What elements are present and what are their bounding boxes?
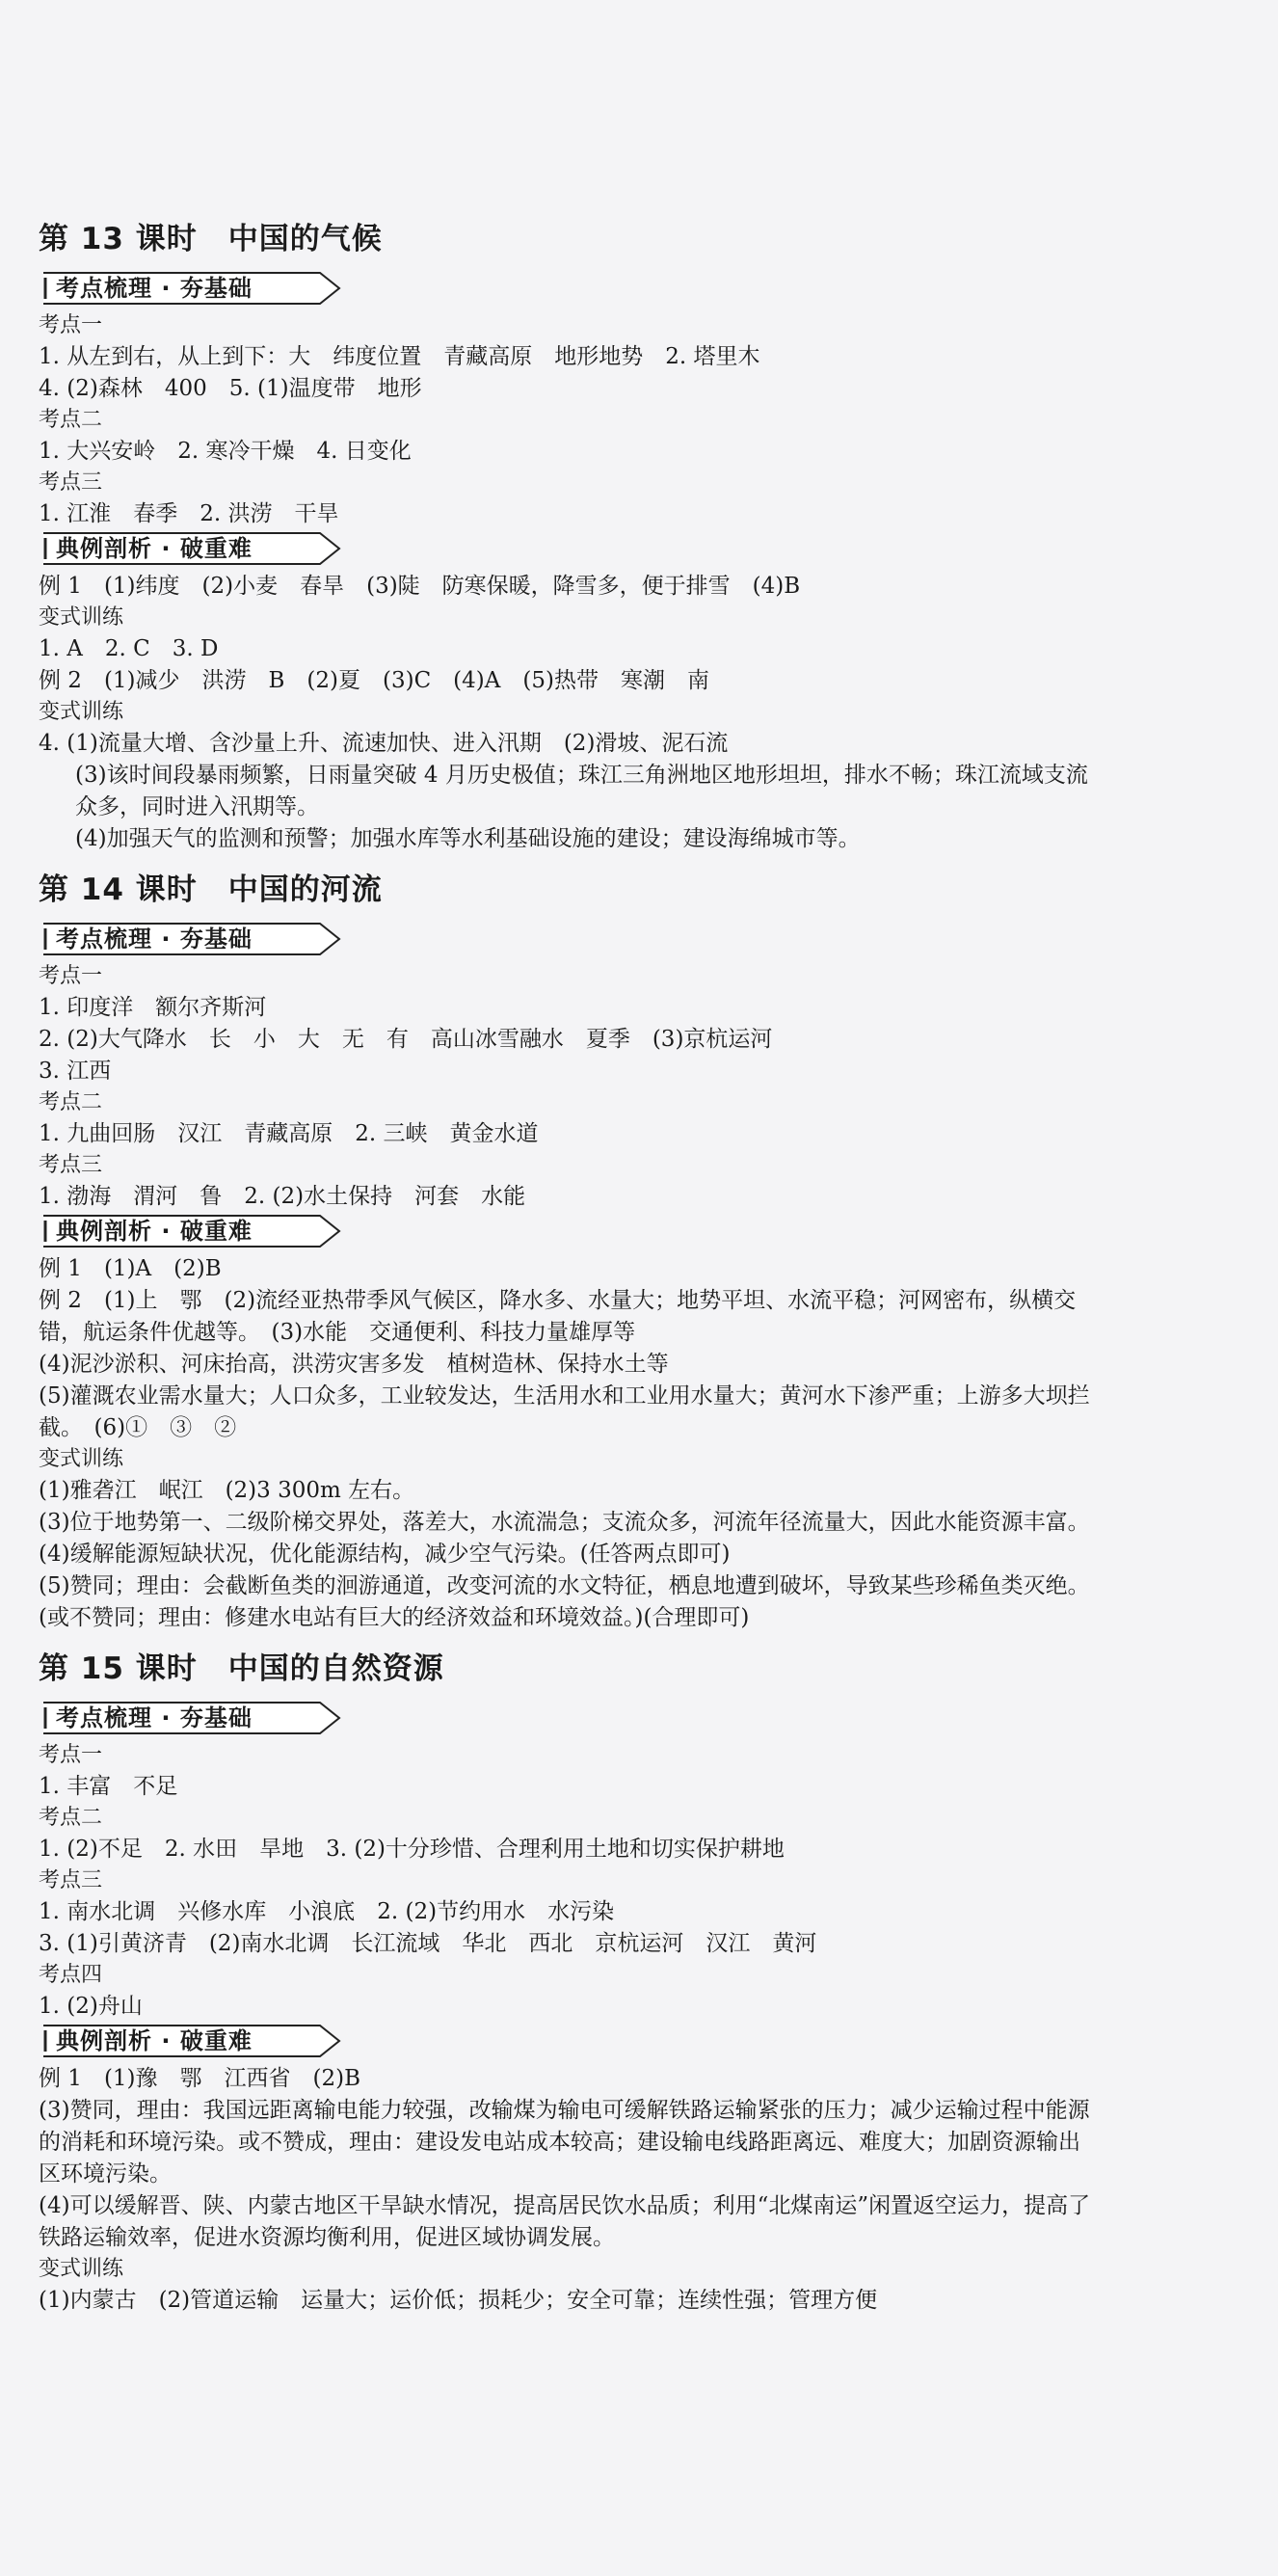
answer-line: 4. (2)森林 400 5. (1)温度带 地形: [39, 376, 422, 401]
answer-line: (1)内蒙古 (2)管道运输 运量大；运价低；损耗少；安全可靠；连续性强；管理方便: [39, 2288, 878, 2313]
section-banner: [42, 923, 295, 955]
lesson-title: 第 13 课时 中国的气候: [39, 222, 383, 256]
subheading: 变式训练: [39, 2257, 124, 2281]
answer-line: 1. 江淮 春季 2. 洪涝 干旱: [39, 501, 339, 526]
answer-line: 1. (2)舟山: [39, 1994, 143, 2019]
section-banner: [42, 532, 295, 565]
answer-line: 1. 丰富 不足: [39, 1774, 178, 1799]
subheading: 考点一: [39, 1743, 103, 1767]
answer-line: 3. (1)引黄济青 (2)南水北调 长江流域 华北 西北 京杭运河 汉江 黄河: [39, 1931, 817, 1956]
answer-line: 例 2 (1)减少 洪涝 B (2)夏 (3)C (4)A (5)热带 寒潮 南: [39, 668, 709, 693]
subheading: 考点二: [39, 1090, 103, 1114]
answer-line: (或不赞同；理由：修建水电站有巨大的经济效益和环境效益。)(合理即可): [39, 1605, 750, 1630]
banner-label: 典例剖析 · 破重难: [56, 2027, 253, 2054]
subheading: 考点一: [39, 964, 103, 988]
subheading: 考点三: [39, 1153, 103, 1177]
banner-label: 考点梳理 · 夯基础: [56, 275, 253, 302]
lesson-title: 第 15 课时 中国的自然资源: [39, 1651, 444, 1686]
banner-label: 考点梳理 · 夯基础: [56, 926, 253, 953]
answer-line: (3)位于地势第一、二级阶梯交界处，落差大，水流湍急；支流众多，河流年径流量大，因此水能资源丰富。: [39, 1510, 1090, 1535]
answer-line: 4. (1)流量大增、含沙量上升、流速加快、进入汛期 (2)滑坡、泥石流: [39, 731, 729, 756]
answer-line: 3. 江西: [39, 1059, 112, 1084]
subheading: 考点三: [39, 470, 103, 495]
subheading: 考点一: [39, 313, 103, 337]
answer-line: (5)赞同；理由：会截断鱼类的洄游通道，改变河流的水文特征，栖息地遭到破坏，导致某些珍稀鱼类灭绝。: [39, 1573, 1090, 1598]
answer-line: (3)赞同，理由：我国远距离输电能力较强，改输煤为输电可缓解铁路运输紧张的压力；减少运输过程中能源的消耗和环境污染。或不赞成，理由：建设发电站成本较高；建设输电线路距离远、难度大；加剧资源输出区环境污染。: [39, 2098, 1090, 2187]
answer-line: (4)缓解能源短缺状况，优化能源结构，减少空气污染。(任答两点即可): [39, 1542, 731, 1567]
answer-line: 1. 印度洋 额尔齐斯河: [39, 995, 267, 1020]
answer-line: 1. 大兴安岭 2. 寒冷干燥 4. 日变化: [39, 439, 412, 464]
answer-line: 例 2 (1)上 鄂 (2)流经亚热带季风气候区，降水多、水量大；地势平坦、水流平稳；河网密布，纵横交错，航运条件优越等。 (3)水能 交通便利、科技力量雄厚等: [39, 1288, 1077, 1345]
banner-label: 典例剖析 · 破重难: [56, 1218, 253, 1245]
subheading: 变式训练: [39, 1447, 124, 1471]
answer-line: (3)该时间段暴雨频繁，日雨量突破 4 月历史极值；珠江三角洲地区地形坦坦，排水不畅；珠江流域支流众多，同时进入汛期等。: [75, 763, 1088, 819]
section-banner: [42, 272, 295, 305]
answer-line: (4)加强天气的监测和预警；加强水库等水利基础设施的建设；建设海绵城市等。: [75, 826, 861, 851]
answer-line: 例 1 (1)纬度 (2)小麦 春旱 (3)陡 防寒保暖，降雪多，便于排雪 (4)B: [39, 574, 801, 599]
banner-label: 考点梳理 · 夯基础: [56, 1704, 253, 1731]
section-banner: [42, 1702, 295, 1734]
section-banner: [42, 1215, 295, 1248]
subheading: 变式训练: [39, 605, 124, 630]
answer-line: 1. 渤海 渭河 鲁 2. (2)水土保持 河套 水能: [39, 1184, 526, 1209]
subheading: 考点四: [39, 1963, 103, 1987]
answer-line: (1)雅砻江 岷江 (2)3 300m 左右。: [39, 1478, 415, 1503]
answer-line: (4)可以缓解晋、陕、内蒙古地区干旱缺水情况，提高居民饮水品质；利用“北煤南运”闲置返空运力，提高了铁路运输效率，促进水资源均衡利用，促进区域协调发展。: [39, 2193, 1091, 2250]
answer-line: 例 1 (1)A (2)B: [39, 1256, 222, 1281]
subheading: 考点二: [39, 1806, 103, 1830]
answer-line: 1. 南水北调 兴修水库 小浪底 2. (2)节约用水 水污染: [39, 1899, 615, 1924]
subheading: 考点二: [39, 408, 103, 432]
answer-content: [39, 218, 1099, 2317]
answer-line: 1. (2)不足 2. 水田 旱地 3. (2)十分珍惜、合理利用土地和切实保护耕地: [39, 1837, 785, 1862]
answer-line: (4)泥沙淤积、河床抬高，洪涝灾害多发 植树造林、保持水土等: [39, 1352, 669, 1377]
answer-line: 1. A 2. C 3. D: [39, 636, 219, 661]
answer-line: 例 1 (1)豫 鄂 江西省 (2)B: [39, 2066, 361, 2091]
answer-line: (5)灌溉农业需水量大；人口众多，工业较发达，生活用水和工业用水量大；黄河水下渗严重；上游多大坝拦截。 (6)① ③ ②: [39, 1383, 1090, 1440]
lesson-title: 第 14 课时 中国的河流: [39, 872, 383, 907]
subheading: 考点三: [39, 1868, 103, 1892]
banner-label: 典例剖析 · 破重难: [56, 535, 253, 562]
answer-line: 1. 九曲回肠 汉江 青藏高原 2. 三峡 黄金水道: [39, 1121, 539, 1146]
section-banner: [42, 2025, 295, 2057]
answer-line: 1. 从左到右，从上到下：大 纬度位置 青藏高原 地形地势 2. 塔里木: [39, 344, 760, 369]
answer-line: 2. (2)大气降水 长 小 大 无 有 高山冰雪融水 夏季 (3)京杭运河: [39, 1027, 773, 1052]
subheading: 变式训练: [39, 700, 124, 724]
